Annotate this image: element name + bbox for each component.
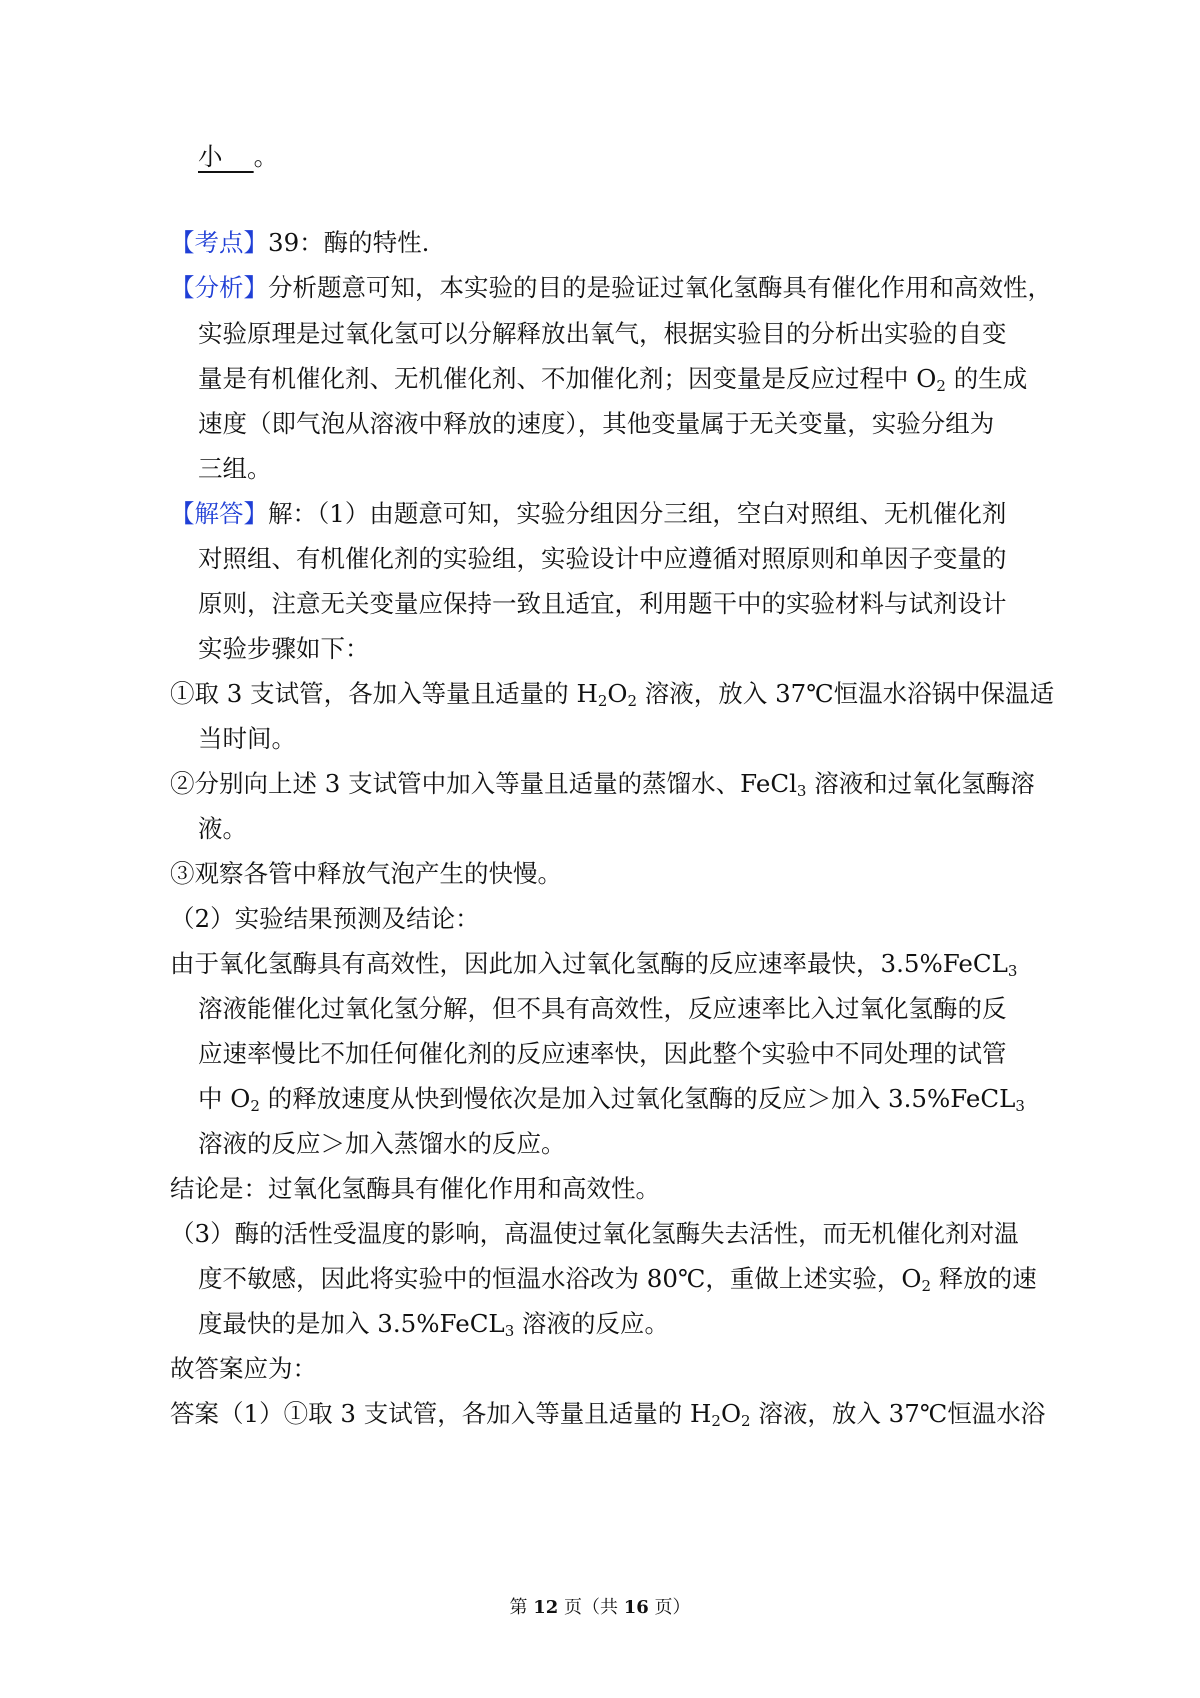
step2-line-1 [170, 767, 1035, 801]
fenxi-sub-o2: 2 [936, 377, 946, 395]
part3-text-3b: 溶液的反应。 [514, 1309, 670, 1338]
part2-text-4a: 中 O [198, 1084, 251, 1113]
answer-line-1 [170, 1397, 1045, 1431]
part3-text-2b: 释放的速 [931, 1264, 1037, 1293]
fenxi-line-2: 实验原理是过氧化氢可以分解释放出氧气，根据实验目的分析出实验的自变 [198, 319, 1007, 348]
jieda-text-1: 解：（1）由题意可知，实验分组因分三组，空白对照组、无机催化剂 [268, 499, 1007, 528]
page-footer [0, 1596, 1200, 1620]
jieda-line-2: 对照组、有机催化剂的实验组，实验设计中应遵循对照原则和单因子变量的 [198, 544, 1007, 573]
step2-line-2: 液。 [198, 814, 247, 843]
answer-text-a: 答案（1）①取 3 支试管，各加入等量且适量的 H [170, 1399, 712, 1428]
step2-text-b: 溶液和过氧化氢酶溶 [806, 769, 1035, 798]
kaodian-text: 39：酶的特性. [268, 228, 430, 257]
fenxi-line-1 [170, 271, 1052, 305]
footer-middle: 页（共 [564, 1597, 618, 1618]
fenxi-text-1: 分析题意可知，本实验的目的是验证过氧化氢酶具有催化作用和高效性， [268, 273, 1052, 302]
step1-line-2: 当时间。 [198, 724, 296, 753]
part2-line-4 [198, 1082, 1025, 1116]
conclusion-line: 结论是：过氧化氢酶具有催化作用和高效性。 [170, 1174, 660, 1203]
step1-line-1 [170, 677, 1054, 711]
step2-text-a: ②分别向上述 3 支试管中加入等量且适量的蒸馏水、FeCl [170, 769, 797, 798]
jieda-line-1 [170, 497, 1006, 531]
part2-line-3: 应速率慢比不加任何催化剂的反应速率快，因此整个实验中不同处理的试管 [198, 1039, 1007, 1068]
part3-text-3a: 度最快的是加入 3.5%FeCL [198, 1309, 505, 1338]
footer-page-number: 12 [533, 1597, 559, 1618]
part3-line-2 [198, 1262, 1037, 1296]
fenxi-line-3 [198, 362, 1027, 396]
part2-line-1 [170, 947, 1017, 981]
part3-line-1: （3）酶的活性受温度的影响，高温使过氧化氢酶失去活性，而无机催化剂对温 [170, 1219, 1019, 1248]
part3-sub-o2: 2 [921, 1277, 931, 1295]
step1-sub-o2: 2 [627, 692, 638, 710]
part2-heading: （2）实验结果预测及结论： [170, 904, 480, 933]
answer-text-o: O [720, 1399, 742, 1428]
jieda-line-4: 实验步骤如下： [198, 634, 370, 663]
part2-line-5: 溶液的反应＞加入蒸馏水的反应。 [198, 1129, 566, 1158]
fenxi-line-4: 速度（即气泡从溶液中释放的速度），其他变量属于无关变量，实验分组为 [198, 409, 995, 438]
answer-fragment [198, 140, 278, 174]
part2-sub-cl3: 3 [1007, 962, 1018, 980]
step1-text-c: 溶液，放入 37℃恒温水浴锅中保温适 [637, 679, 1055, 708]
answer-period: 。 [253, 142, 279, 171]
fenxi-text-3b: 的生成 [945, 364, 1028, 393]
jieda-line-3: 原则，注意无关变量应保持一致且适宜，利用题干中的实验材料与试剂设计 [198, 589, 1007, 618]
step1-text-o: O [607, 679, 628, 708]
footer-total-pages: 16 [623, 1597, 649, 1618]
step1-sub-h2: 2 [597, 692, 608, 710]
part2-text-4b: 的释放速度从快到慢依次是加入过氧化氢酶的反应＞加入 3.5%FeCL [259, 1084, 1016, 1113]
kaodian-tag: 【考点】 [170, 228, 268, 257]
part2-line-2: 溶液能催化过氧化氢分解，但不具有高效性，反应速率比入过氧化氢酶的反 [198, 994, 1007, 1023]
part3-sub-cl3: 3 [504, 1322, 515, 1340]
fenxi-line-5: 三组。 [198, 454, 272, 483]
fenxi-text-3a: 量是有机催化剂、无机催化剂、不加催化剂；因变量是反应过程中 O [198, 364, 937, 393]
step1-text-a: ①取 3 支试管，各加入等量且适量的 H [170, 679, 598, 708]
footer-suffix: 页） [654, 1597, 691, 1618]
part3-text-2a: 度不敏感，因此将实验中的恒温水浴改为 80℃，重做上述实验，O [198, 1264, 922, 1293]
step3-line: ③观察各管中释放气泡产生的快慢。 [170, 859, 562, 888]
answer-sub-h2: 2 [711, 1412, 721, 1430]
jieda-tag: 【解答】 [170, 499, 268, 528]
answer-intro: 故答案应为： [170, 1354, 317, 1383]
part2-text-1a: 由于氧化氢酶具有高效性，因此加入过氧化氢酶的反应速率最快，3.5%FeCL [170, 949, 1008, 978]
part2-sub-cl3-b: 3 [1015, 1097, 1025, 1115]
kaodian-line [170, 226, 429, 260]
step2-sub-cl3: 3 [796, 782, 807, 800]
part3-line-3 [198, 1307, 669, 1341]
part2-sub-o2: 2 [250, 1097, 260, 1115]
fenxi-tag: 【分析】 [170, 273, 268, 302]
answer-blank-text: 小 [198, 142, 223, 171]
footer-prefix: 第 [509, 1597, 528, 1618]
answer-sub-o2: 2 [741, 1412, 751, 1430]
answer-text-c: 溶液，放入 37℃恒温水浴 [750, 1399, 1046, 1428]
answer-blank [198, 142, 254, 171]
